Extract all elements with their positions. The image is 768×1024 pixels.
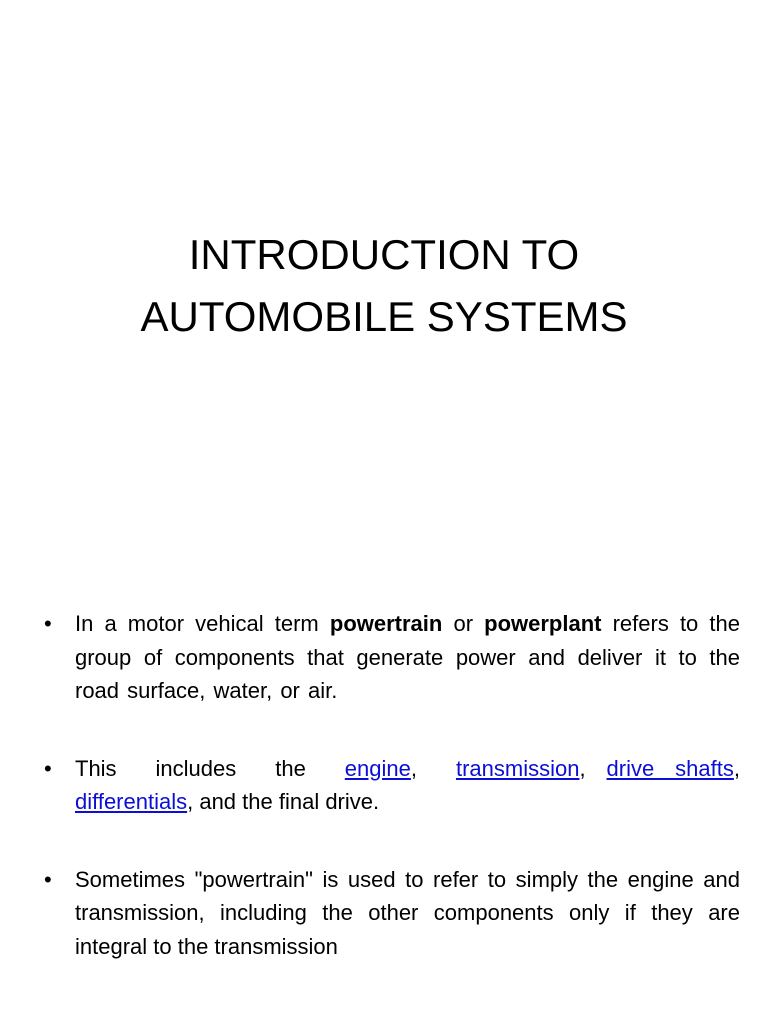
bullet-text: ,: [733, 755, 741, 781]
bullet-item-powertrain: [44, 607, 740, 708]
bullet-item-definition: [44, 863, 740, 964]
title-line-2: AUTOMOBILE SYSTEMS: [140, 293, 628, 341]
bullet-text: This includes the: [75, 755, 345, 781]
bold-term-powerplant: powerplant: [484, 611, 602, 636]
bullet-marker: •: [44, 611, 52, 636]
link-differentials[interactable]: differentials: [75, 789, 188, 814]
bullet-text: or: [442, 611, 485, 636]
bullet-text: ,: [410, 755, 456, 781]
bullet-text: , and the final drive.: [187, 789, 380, 814]
link-drive-shafts[interactable]: drive shafts: [606, 755, 734, 781]
bullet-text: ,: [579, 755, 607, 781]
bullet-marker: •: [44, 866, 52, 892]
title-line-1: INTRODUCTION TO: [188, 231, 580, 279]
slide-title: [0, 224, 768, 348]
link-engine[interactable]: engine: [344, 755, 411, 781]
bullet-marker: •: [44, 755, 52, 781]
bullet-text: refers to the group of components that generate power and deliver it to the road surface, water, or air.: [75, 611, 740, 703]
bullet-item-components: [44, 752, 740, 819]
link-transmission[interactable]: transmission: [455, 755, 580, 781]
bullet-list: [44, 607, 740, 1007]
bullet-text: Sometimes "powertrain" is used to refer to simply the engine and transmission, including the other components only if they are integral to the transmission: [75, 866, 740, 959]
bullet-text: In a motor vehical term: [75, 611, 330, 636]
bold-term-powertrain: powertrain: [329, 611, 443, 636]
